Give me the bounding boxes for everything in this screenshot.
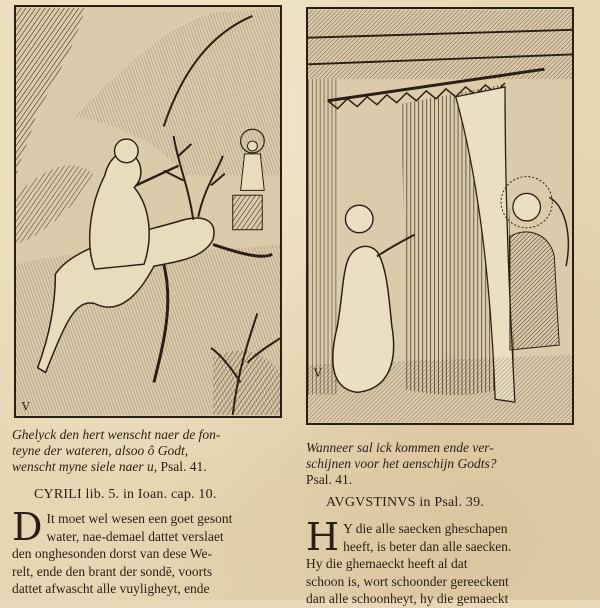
left-caption-line-3: wenscht myne siele naer u, — [12, 459, 158, 474]
engraving-hart-and-hermit — [14, 5, 282, 418]
right-body-line: schoon is, wort schoonder gereeckent — [306, 573, 509, 589]
left-body-line: It moet wel wesen een goet gesont — [46, 511, 233, 526]
right-body-line: dan alle schoonheyt, hy die gemaeckt — [306, 591, 509, 606]
svg-text:V: V — [21, 399, 30, 413]
left-caption-line-2: teyne der wateren, alsoo ô Godt, — [12, 443, 189, 458]
left-dropcap: D — [12, 505, 43, 549]
right-source-citation: AVGVSTINVS in Psal. 39. — [326, 495, 484, 510]
left-column — [4, 0, 290, 600]
right-column — [306, 0, 592, 606]
left-body-line: den onghesonden dorst van dese We- — [12, 546, 212, 561]
svg-text:V: V — [313, 366, 322, 380]
right-body-line: heeft, is beter dan alle saecken. — [343, 538, 512, 554]
right-caption — [306, 440, 596, 488]
right-dropcap: H — [306, 515, 340, 559]
left-body-line: relt, ende den brant der sondē, voorts — [12, 563, 213, 579]
right-caption-line-2: schijnen voor het aenschijn Godts? — [306, 456, 497, 471]
right-body-text — [306, 515, 596, 608]
left-body-line: water, nae-demael dattet verslaet — [46, 528, 224, 544]
right-body-line: Y die alle saecken gheschapen — [343, 521, 508, 536]
left-caption-reference: Psal. 41. — [160, 459, 207, 474]
right-body-line: Hy die ghemaeckt heeft al dat — [306, 556, 468, 571]
left-caption — [12, 427, 292, 475]
engraving-curtain-and-angel — [306, 7, 574, 425]
left-body-line: dattet afwascht alle vuyligheyt, ende — [12, 581, 210, 596]
left-body-text — [12, 505, 300, 598]
left-caption-line-3-wrap — [12, 459, 292, 475]
right-caption-reference: Psal. 41. — [306, 472, 353, 487]
woodcut-curtain-illustration — [308, 9, 572, 423]
left-caption-line-1: Ghelyck den hert wenscht naer de fon- — [12, 427, 221, 442]
right-caption-line-1: Wanneer sal ick kommen ende ver- — [306, 440, 494, 455]
woodcut-hart-illustration — [16, 7, 280, 416]
left-source-citation: CYRILI lib. 5. in Ioan. cap. 10. — [34, 487, 217, 502]
